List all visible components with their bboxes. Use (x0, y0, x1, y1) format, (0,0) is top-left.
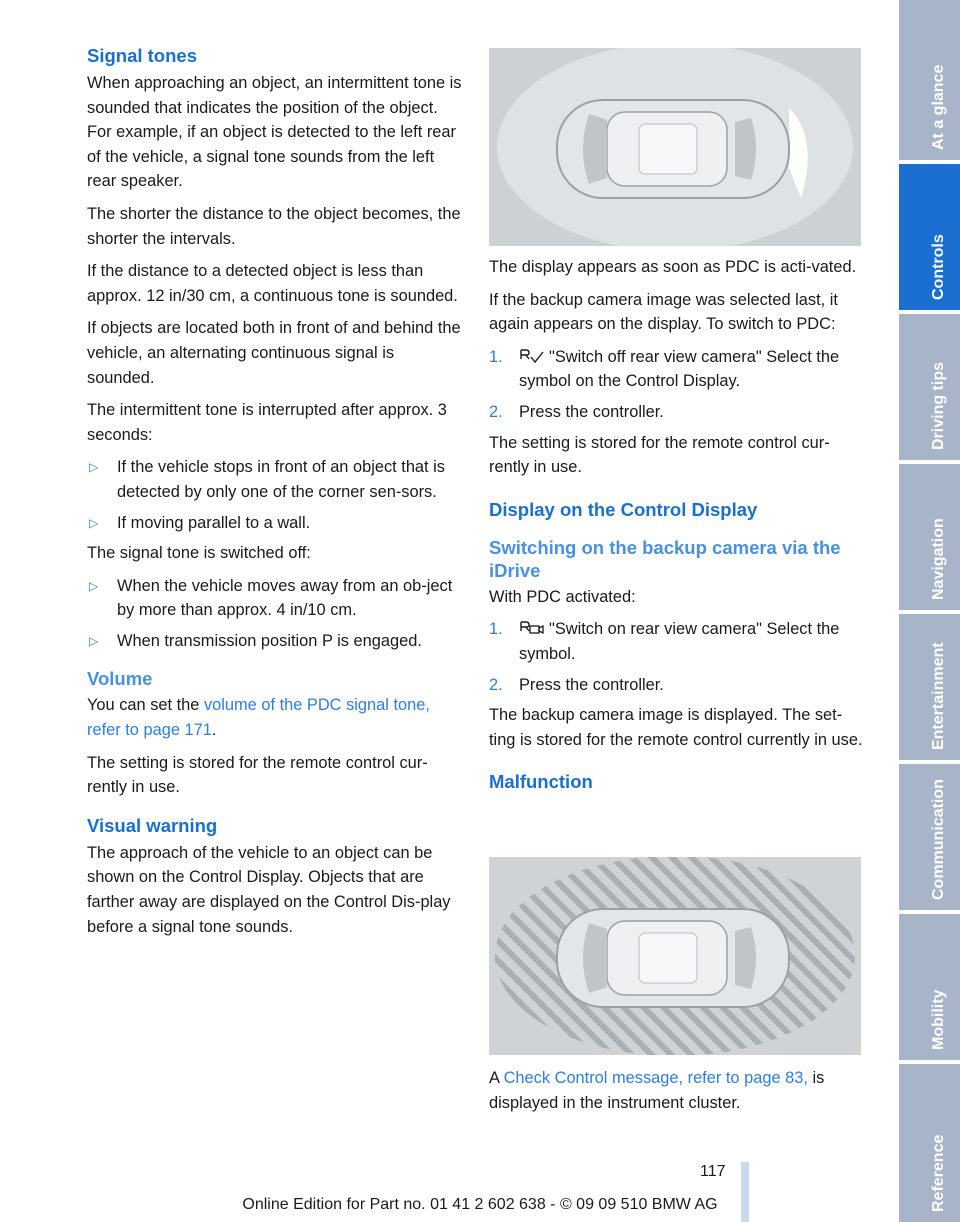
paragraph: The intermittent tone is interrupted after approx. 3 seconds: (87, 401, 447, 444)
paragraph: If objects are located both in front of and behind the vehicle, an alternating continuous signal is sounded. (87, 319, 461, 387)
tab-label: Driving tips (929, 361, 947, 450)
chapter-sidebar (899, 0, 960, 1222)
bullet-list (87, 455, 462, 535)
step-text: Press the controller. (519, 675, 664, 694)
tab-label: Mobility (929, 989, 947, 1050)
malfunction-text (489, 1066, 864, 1123)
volume-link[interactable]: volume of the PDC signal tone, refer to page 171 (87, 696, 430, 740)
paragraph: The setting is stored for the remote control cur-rently in use. (489, 433, 830, 477)
page-number: 117 (700, 1163, 726, 1180)
car-top-view (557, 100, 789, 198)
paragraph: If the distance to a detected object is less than approx. 12 in/30 cm, a continuous tone is sounded. (87, 262, 458, 305)
tab-mobility[interactable] (899, 914, 960, 1060)
paragraph: The setting is stored for the remote control cur-rently in use. (87, 753, 428, 797)
display-heading: Display on the Control Display (489, 498, 758, 520)
triangle-bullet-icon: ▷ (89, 633, 99, 648)
paragraph: If the backup camera image was selected last, it again appears on the display. To switch to PDC: (489, 290, 838, 334)
steps-list (489, 345, 864, 425)
pdc-malfunction-illustration (489, 857, 861, 1055)
list-item (87, 574, 462, 623)
step-number: 2. (489, 675, 503, 694)
triangle-bullet-icon: ▷ (89, 460, 99, 475)
volume-heading: Volume (87, 668, 153, 690)
tab-label: Communication (929, 779, 947, 900)
paragraph (87, 693, 462, 742)
bullet-list (87, 574, 462, 654)
tab-entertainment[interactable] (899, 614, 960, 760)
tab-navigation[interactable] (899, 464, 960, 610)
list-item-text: When transmission position P is engaged. (117, 631, 422, 650)
paragraph: The backup camera image is displayed. The set-ting is stored for the remote control currently in use. (489, 706, 863, 749)
camera-on-icon (519, 620, 545, 636)
text: . (211, 721, 217, 740)
step-text: "Switch on rear view camera" Select the symbol. (519, 620, 840, 663)
triangle-bullet-icon: ▷ (89, 578, 99, 593)
tab-label: Reference (929, 1134, 947, 1212)
paragraph: The approach of the vehicle to an object can be shown on the Control Display. Objects that are farther away are displayed on the Control Dis-play before a signal tone sounds. (87, 843, 451, 936)
step-number: 2. (489, 402, 503, 421)
list-item-text: If the vehicle stops in front of an object that is detected by only one of the corner sen-sors. (117, 458, 445, 501)
paragraph: With PDC activated: (489, 587, 636, 606)
list-item (489, 345, 864, 394)
camera-off-icon (519, 348, 545, 364)
pdc-car-illustration (489, 48, 861, 246)
list-item-text: When the vehicle moves away from an ob-ject by more than approx. 4 in/10 cm. (117, 576, 453, 620)
switching-heading: Switching on the backup camera via the iDrive (489, 536, 841, 581)
steps-list (489, 617, 864, 697)
list-item (489, 673, 864, 698)
text: A (489, 1069, 504, 1087)
right-column (489, 255, 864, 804)
list-item (87, 511, 462, 536)
tab-label: Navigation (929, 518, 947, 600)
malfunction-heading: Malfunction (489, 771, 593, 793)
step-number: 1. (489, 620, 503, 639)
footer-text: Online Edition for Part no. 01 41 2 602 638 - © 09 09 510 BMW AG (242, 1196, 718, 1213)
signal-tones-heading: Signal tones (87, 45, 197, 66)
list-item (489, 400, 864, 425)
step-text: "Switch off rear view camera" Select the symbol on the Control Display. (519, 347, 840, 391)
step-number: 1. (489, 347, 503, 366)
text: You can set the (87, 696, 204, 715)
check-control-link[interactable]: Check Control message, refer to page 83, (503, 1069, 808, 1087)
pdc-malfunction-image (489, 857, 861, 1055)
list-item (87, 455, 462, 504)
triangle-bullet-icon: ▷ (89, 515, 99, 530)
pdc-display-image (489, 48, 861, 246)
text: is displayed in the instrument cluster. (489, 1069, 825, 1112)
list-item (87, 629, 462, 654)
step-text: Press the controller. (519, 402, 664, 421)
tab-controls[interactable] (899, 164, 960, 310)
paragraph: The display appears as soon as PDC is acti-vated. (489, 258, 857, 276)
visual-warning-heading: Visual warning (87, 814, 218, 836)
car-top-view (557, 909, 789, 1007)
list-item (489, 617, 864, 666)
paragraph (489, 1066, 864, 1115)
tab-label: Controls (929, 234, 947, 300)
tab-at-a-glance[interactable] (899, 0, 960, 160)
tab-communication[interactable] (899, 764, 960, 910)
paragraph: The signal tone is switched off: (87, 544, 311, 563)
tab-driving-tips[interactable] (899, 314, 960, 460)
left-column (87, 44, 462, 947)
tab-label: Entertainment (929, 642, 947, 750)
paragraph: When approaching an object, an intermittent tone is sounded that indicates the position of the object. For example, if an object is detected to the left rear of the vehicle, a signal tone sounds from the left rear speaker. (87, 74, 462, 191)
tab-label: At a glance (929, 64, 947, 150)
list-item-text: If moving parallel to a wall. (117, 513, 311, 532)
paragraph: The shorter the distance to the object becomes, the shorter the intervals. (87, 204, 461, 248)
